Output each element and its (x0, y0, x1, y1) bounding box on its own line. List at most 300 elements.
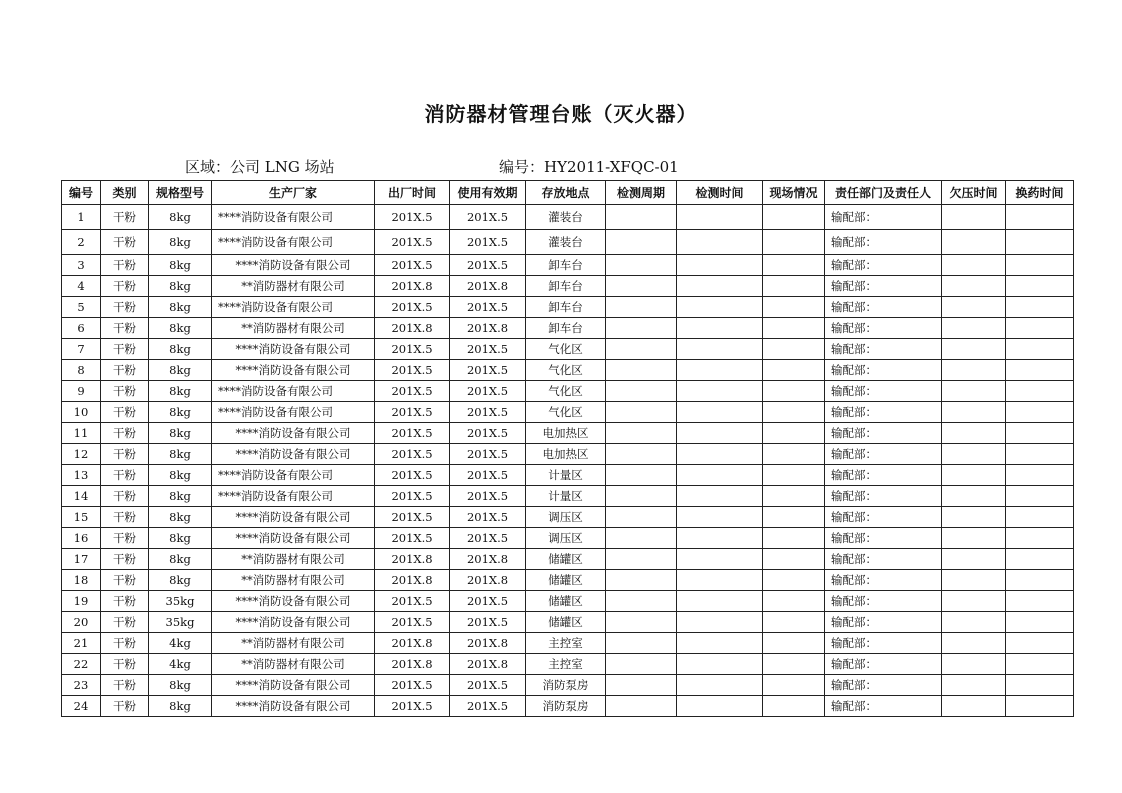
cell-manufacturer: ****消防设备有限公司 (212, 486, 375, 507)
cell-production-date: 201X.8 (375, 549, 450, 570)
cell-check-time (677, 654, 763, 675)
cell-refill-time (1006, 675, 1074, 696)
cell-valid-until: 201X.8 (450, 276, 526, 297)
table-row (62, 633, 1074, 654)
cell-manufacturer: ****消防设备有限公司 (212, 612, 375, 633)
table-row (62, 255, 1074, 276)
cell-check-cycle (606, 549, 677, 570)
cell-location: 卸车台 (526, 276, 606, 297)
document-code: 编号：HY2011-XFQC-01 (499, 158, 679, 176)
header-spec: 规格型号 (149, 181, 212, 205)
cell-valid-until: 201X.5 (450, 360, 526, 381)
header-production-date: 出厂时间 (375, 181, 450, 205)
cell-site-status (763, 612, 825, 633)
cell-production-date: 201X.5 (375, 205, 450, 230)
cell-location: 储罐区 (526, 591, 606, 612)
cell-production-date: 201X.5 (375, 297, 450, 318)
cell-number: 7 (62, 339, 101, 360)
header-manufacturer: 生产厂家 (212, 181, 375, 205)
cell-spec: 8kg (149, 675, 212, 696)
cell-location: 储罐区 (526, 549, 606, 570)
cell-manufacturer: **消防器材有限公司 (212, 276, 375, 297)
cell-site-status (763, 318, 825, 339)
cell-valid-until: 201X.5 (450, 205, 526, 230)
cell-low-pressure-time (942, 339, 1006, 360)
cell-category: 干粉 (101, 654, 149, 675)
cell-category: 干粉 (101, 465, 149, 486)
cell-refill-time (1006, 276, 1074, 297)
cell-low-pressure-time (942, 276, 1006, 297)
cell-responsible: 输配部： (825, 276, 942, 297)
cell-spec: 4kg (149, 654, 212, 675)
cell-manufacturer: ****消防设备有限公司 (212, 528, 375, 549)
cell-spec: 8kg (149, 205, 212, 230)
cell-low-pressure-time (942, 654, 1006, 675)
cell-site-status (763, 402, 825, 423)
cell-refill-time (1006, 507, 1074, 528)
cell-location: 储罐区 (526, 570, 606, 591)
cell-low-pressure-time (942, 381, 1006, 402)
cell-manufacturer: ****消防设备有限公司 (212, 696, 375, 717)
cell-production-date: 201X.5 (375, 675, 450, 696)
table-row (62, 339, 1074, 360)
cell-refill-time (1006, 633, 1074, 654)
cell-low-pressure-time (942, 696, 1006, 717)
cell-low-pressure-time (942, 444, 1006, 465)
cell-production-date: 201X.8 (375, 633, 450, 654)
cell-spec: 8kg (149, 276, 212, 297)
cell-category: 干粉 (101, 507, 149, 528)
cell-location: 电加热区 (526, 444, 606, 465)
table-row (62, 230, 1074, 255)
cell-check-time (677, 696, 763, 717)
cell-category: 干粉 (101, 612, 149, 633)
cell-check-cycle (606, 465, 677, 486)
cell-number: 13 (62, 465, 101, 486)
cell-number: 24 (62, 696, 101, 717)
cell-check-cycle (606, 205, 677, 230)
cell-production-date: 201X.5 (375, 465, 450, 486)
cell-site-status (763, 486, 825, 507)
cell-number: 18 (62, 570, 101, 591)
cell-low-pressure-time (942, 465, 1006, 486)
cell-category: 干粉 (101, 360, 149, 381)
cell-manufacturer: **消防器材有限公司 (212, 570, 375, 591)
cell-spec: 8kg (149, 402, 212, 423)
cell-site-status (763, 696, 825, 717)
cell-spec: 8kg (149, 360, 212, 381)
cell-valid-until: 201X.8 (450, 318, 526, 339)
cell-number: 1 (62, 205, 101, 230)
cell-check-time (677, 423, 763, 444)
cell-valid-until: 201X.5 (450, 255, 526, 276)
cell-location: 灌装台 (526, 230, 606, 255)
cell-site-status (763, 465, 825, 486)
cell-location: 储罐区 (526, 612, 606, 633)
cell-low-pressure-time (942, 633, 1006, 654)
cell-production-date: 201X.8 (375, 318, 450, 339)
cell-site-status (763, 528, 825, 549)
header-check-time: 检测时间 (677, 181, 763, 205)
cell-spec: 8kg (149, 444, 212, 465)
cell-location: 气化区 (526, 339, 606, 360)
cell-site-status (763, 675, 825, 696)
cell-site-status (763, 360, 825, 381)
cell-low-pressure-time (942, 318, 1006, 339)
cell-check-cycle (606, 381, 677, 402)
cell-valid-until: 201X.5 (450, 675, 526, 696)
cell-valid-until: 201X.5 (450, 444, 526, 465)
cell-site-status (763, 444, 825, 465)
cell-category: 干粉 (101, 205, 149, 230)
cell-responsible: 输配部： (825, 654, 942, 675)
cell-check-cycle (606, 339, 677, 360)
cell-production-date: 201X.5 (375, 486, 450, 507)
table-row (62, 486, 1074, 507)
cell-spec: 8kg (149, 423, 212, 444)
cell-production-date: 201X.5 (375, 339, 450, 360)
table-row (62, 318, 1074, 339)
cell-spec: 8kg (149, 696, 212, 717)
cell-low-pressure-time (942, 570, 1006, 591)
cell-check-time (677, 297, 763, 318)
cell-category: 干粉 (101, 486, 149, 507)
cell-check-time (677, 444, 763, 465)
cell-production-date: 201X.5 (375, 612, 450, 633)
cell-refill-time (1006, 360, 1074, 381)
cell-responsible: 输配部： (825, 444, 942, 465)
header-number: 编号 (62, 181, 101, 205)
cell-low-pressure-time (942, 549, 1006, 570)
cell-low-pressure-time (942, 528, 1006, 549)
extinguisher-ledger-table (61, 180, 1074, 717)
cell-number: 19 (62, 591, 101, 612)
cell-category: 干粉 (101, 696, 149, 717)
cell-check-time (677, 486, 763, 507)
cell-responsible: 输配部： (825, 465, 942, 486)
cell-responsible: 输配部： (825, 486, 942, 507)
table-row (62, 675, 1074, 696)
cell-low-pressure-time (942, 507, 1006, 528)
cell-refill-time (1006, 339, 1074, 360)
cell-production-date: 201X.5 (375, 444, 450, 465)
cell-category: 干粉 (101, 528, 149, 549)
cell-manufacturer: ****消防设备有限公司 (212, 255, 375, 276)
cell-category: 干粉 (101, 230, 149, 255)
table-row (62, 276, 1074, 297)
cell-manufacturer: ****消防设备有限公司 (212, 465, 375, 486)
cell-category: 干粉 (101, 255, 149, 276)
cell-manufacturer: ****消防设备有限公司 (212, 507, 375, 528)
cell-check-cycle (606, 696, 677, 717)
cell-spec: 8kg (149, 549, 212, 570)
cell-number: 12 (62, 444, 101, 465)
cell-spec: 8kg (149, 507, 212, 528)
cell-valid-until: 201X.5 (450, 486, 526, 507)
cell-refill-time (1006, 486, 1074, 507)
cell-category: 干粉 (101, 633, 149, 654)
table-row (62, 591, 1074, 612)
cell-check-time (677, 675, 763, 696)
cell-check-cycle (606, 654, 677, 675)
table-row (62, 360, 1074, 381)
cell-number: 23 (62, 675, 101, 696)
table-row (62, 297, 1074, 318)
cell-production-date: 201X.5 (375, 591, 450, 612)
cell-location: 卸车台 (526, 255, 606, 276)
header-location: 存放地点 (526, 181, 606, 205)
cell-number: 8 (62, 360, 101, 381)
cell-responsible: 输配部： (825, 570, 942, 591)
table-row (62, 549, 1074, 570)
cell-manufacturer: ****消防设备有限公司 (212, 423, 375, 444)
cell-check-time (677, 612, 763, 633)
cell-manufacturer: ****消防设备有限公司 (212, 591, 375, 612)
table-row (62, 444, 1074, 465)
cell-site-status (763, 549, 825, 570)
cell-production-date: 201X.8 (375, 570, 450, 591)
cell-refill-time (1006, 654, 1074, 675)
cell-location: 气化区 (526, 402, 606, 423)
cell-responsible: 输配部： (825, 675, 942, 696)
cell-number: 20 (62, 612, 101, 633)
cell-spec: 8kg (149, 528, 212, 549)
cell-responsible: 输配部： (825, 528, 942, 549)
table-row (62, 402, 1074, 423)
cell-spec: 35kg (149, 591, 212, 612)
cell-check-cycle (606, 276, 677, 297)
table-row (62, 381, 1074, 402)
cell-spec: 8kg (149, 318, 212, 339)
cell-check-time (677, 230, 763, 255)
cell-responsible: 输配部： (825, 612, 942, 633)
cell-number: 6 (62, 318, 101, 339)
cell-responsible: 输配部： (825, 297, 942, 318)
cell-spec: 8kg (149, 381, 212, 402)
cell-manufacturer: ****消防设备有限公司 (212, 675, 375, 696)
cell-production-date: 201X.5 (375, 255, 450, 276)
table-row (62, 654, 1074, 675)
cell-location: 气化区 (526, 381, 606, 402)
cell-category: 干粉 (101, 402, 149, 423)
cell-location: 灌装台 (526, 205, 606, 230)
cell-site-status (763, 570, 825, 591)
cell-refill-time (1006, 696, 1074, 717)
cell-low-pressure-time (942, 486, 1006, 507)
cell-check-cycle (606, 633, 677, 654)
cell-site-status (763, 633, 825, 654)
cell-location: 消防泵房 (526, 696, 606, 717)
cell-check-cycle (606, 297, 677, 318)
cell-number: 4 (62, 276, 101, 297)
cell-number: 3 (62, 255, 101, 276)
cell-manufacturer: **消防器材有限公司 (212, 318, 375, 339)
header-valid-until: 使用有效期 (450, 181, 526, 205)
cell-category: 干粉 (101, 591, 149, 612)
cell-location: 调压区 (526, 528, 606, 549)
cell-manufacturer: ****消防设备有限公司 (212, 339, 375, 360)
cell-site-status (763, 381, 825, 402)
cell-location: 消防泵房 (526, 675, 606, 696)
cell-check-time (677, 570, 763, 591)
cell-category: 干粉 (101, 570, 149, 591)
table-row (62, 570, 1074, 591)
cell-site-status (763, 339, 825, 360)
cell-responsible: 输配部： (825, 339, 942, 360)
cell-check-cycle (606, 444, 677, 465)
cell-responsible: 输配部： (825, 255, 942, 276)
cell-number: 10 (62, 402, 101, 423)
cell-low-pressure-time (942, 402, 1006, 423)
cell-number: 14 (62, 486, 101, 507)
cell-refill-time (1006, 318, 1074, 339)
cell-check-cycle (606, 360, 677, 381)
cell-low-pressure-time (942, 675, 1006, 696)
cell-refill-time (1006, 255, 1074, 276)
cell-valid-until: 201X.5 (450, 612, 526, 633)
table-row (62, 528, 1074, 549)
cell-number: 11 (62, 423, 101, 444)
header-responsible: 责任部门及责任人 (825, 181, 942, 205)
cell-spec: 8kg (149, 465, 212, 486)
cell-valid-until: 201X.5 (450, 465, 526, 486)
cell-valid-until: 201X.5 (450, 507, 526, 528)
cell-check-cycle (606, 507, 677, 528)
cell-low-pressure-time (942, 591, 1006, 612)
cell-responsible: 输配部： (825, 230, 942, 255)
cell-valid-until: 201X.5 (450, 528, 526, 549)
cell-category: 干粉 (101, 276, 149, 297)
cell-category: 干粉 (101, 675, 149, 696)
cell-manufacturer: **消防器材有限公司 (212, 633, 375, 654)
cell-production-date: 201X.5 (375, 423, 450, 444)
cell-check-time (677, 591, 763, 612)
cell-manufacturer: ****消防设备有限公司 (212, 360, 375, 381)
cell-valid-until: 201X.8 (450, 549, 526, 570)
cell-check-time (677, 402, 763, 423)
cell-location: 电加热区 (526, 423, 606, 444)
header-category: 类别 (101, 181, 149, 205)
cell-production-date: 201X.5 (375, 360, 450, 381)
cell-check-cycle (606, 402, 677, 423)
cell-manufacturer: **消防器材有限公司 (212, 654, 375, 675)
cell-valid-until: 201X.5 (450, 423, 526, 444)
header-refill-time: 换药时间 (1006, 181, 1074, 205)
cell-manufacturer: ****消防设备有限公司 (212, 297, 375, 318)
cell-check-cycle (606, 591, 677, 612)
table-row (62, 612, 1074, 633)
cell-responsible: 输配部： (825, 423, 942, 444)
cell-responsible: 输配部： (825, 402, 942, 423)
cell-spec: 35kg (149, 612, 212, 633)
cell-category: 干粉 (101, 339, 149, 360)
cell-check-time (677, 318, 763, 339)
cell-production-date: 201X.5 (375, 696, 450, 717)
cell-production-date: 201X.5 (375, 381, 450, 402)
cell-refill-time (1006, 230, 1074, 255)
cell-refill-time (1006, 297, 1074, 318)
cell-category: 干粉 (101, 318, 149, 339)
cell-check-time (677, 507, 763, 528)
cell-valid-until: 201X.5 (450, 230, 526, 255)
cell-category: 干粉 (101, 549, 149, 570)
cell-responsible: 输配部： (825, 318, 942, 339)
cell-check-time (677, 339, 763, 360)
cell-check-cycle (606, 675, 677, 696)
cell-check-time (677, 276, 763, 297)
cell-site-status (763, 230, 825, 255)
cell-number: 16 (62, 528, 101, 549)
cell-low-pressure-time (942, 255, 1006, 276)
cell-valid-until: 201X.5 (450, 297, 526, 318)
cell-refill-time (1006, 612, 1074, 633)
cell-refill-time (1006, 528, 1074, 549)
cell-valid-until: 201X.8 (450, 654, 526, 675)
cell-site-status (763, 507, 825, 528)
cell-production-date: 201X.5 (375, 507, 450, 528)
cell-location: 计量区 (526, 486, 606, 507)
cell-refill-time (1006, 444, 1074, 465)
cell-manufacturer: ****消防设备有限公司 (212, 205, 375, 230)
cell-responsible: 输配部： (825, 696, 942, 717)
header-low-pressure-time: 欠压时间 (942, 181, 1006, 205)
cell-spec: 4kg (149, 633, 212, 654)
cell-valid-until: 201X.5 (450, 381, 526, 402)
cell-number: 9 (62, 381, 101, 402)
cell-manufacturer: ****消防设备有限公司 (212, 444, 375, 465)
cell-spec: 8kg (149, 339, 212, 360)
cell-refill-time (1006, 423, 1074, 444)
cell-location: 主控室 (526, 654, 606, 675)
cell-responsible: 输配部： (825, 591, 942, 612)
table-row (62, 507, 1074, 528)
page-title: 消防器材管理台账（灭火器） (424, 102, 698, 126)
table-body (62, 205, 1074, 717)
cell-low-pressure-time (942, 205, 1006, 230)
cell-site-status (763, 297, 825, 318)
cell-location: 主控室 (526, 633, 606, 654)
cell-check-cycle (606, 528, 677, 549)
cell-manufacturer: ****消防设备有限公司 (212, 402, 375, 423)
cell-check-time (677, 528, 763, 549)
cell-check-time (677, 255, 763, 276)
cell-valid-until: 201X.5 (450, 696, 526, 717)
cell-check-cycle (606, 318, 677, 339)
cell-number: 2 (62, 230, 101, 255)
cell-manufacturer: ****消防设备有限公司 (212, 381, 375, 402)
cell-responsible: 输配部： (825, 205, 942, 230)
cell-site-status (763, 591, 825, 612)
header-check-cycle: 检测周期 (606, 181, 677, 205)
cell-location: 卸车台 (526, 297, 606, 318)
cell-check-cycle (606, 423, 677, 444)
cell-spec: 8kg (149, 297, 212, 318)
cell-location: 气化区 (526, 360, 606, 381)
table-header-row (62, 181, 1074, 205)
cell-location: 调压区 (526, 507, 606, 528)
cell-valid-until: 201X.5 (450, 591, 526, 612)
cell-refill-time (1006, 402, 1074, 423)
table-row (62, 423, 1074, 444)
cell-location: 计量区 (526, 465, 606, 486)
cell-check-time (677, 205, 763, 230)
cell-number: 15 (62, 507, 101, 528)
cell-responsible: 输配部： (825, 360, 942, 381)
cell-site-status (763, 423, 825, 444)
cell-site-status (763, 276, 825, 297)
cell-number: 22 (62, 654, 101, 675)
cell-number: 21 (62, 633, 101, 654)
